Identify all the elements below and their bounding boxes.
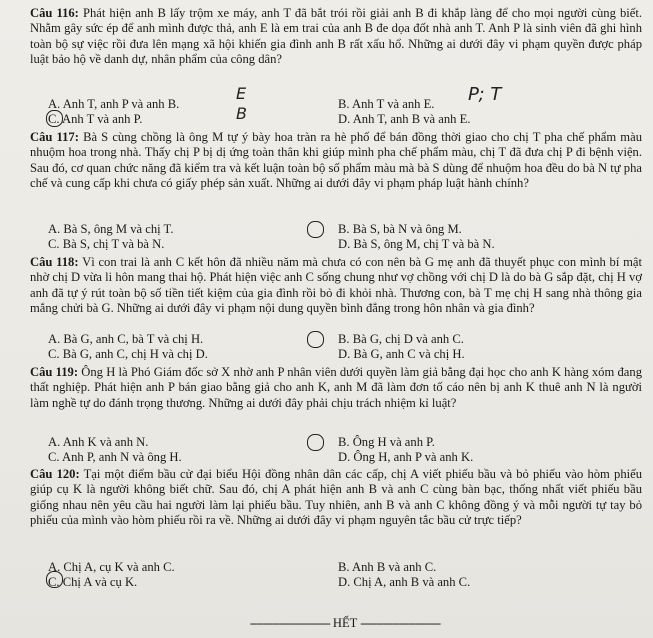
- question-text: Tại một điểm bầu cử đại biểu Hội đồng nhân dân các cấp, chị A viết phiếu bầu và bỏ phiếu vào hòm phiếu giúp cụ K là người không biết chữ. Sau đó, chị A phát hiện anh B và anh C cùng bàn bạc, thống nhất viết phiếu bầu giống nhau nên yêu cầu hai người làm lại phiếu bầu. Tuy nhiên, anh B và anh C không đồng ý và mỗi người tự tay bỏ phiếu của mình vào hòm phiếu rồi ra về. Những ai dưới đây vi phạm nguyên tắc bầu cử trực tiếp?: [30, 467, 643, 528]
- options-119: [48, 435, 642, 466]
- options-118: [48, 332, 642, 363]
- option-b: B. Anh B và anh C.: [338, 560, 437, 574]
- handwritten-note-e: E: [236, 84, 247, 103]
- option-a: A. Bà G, anh C, bà T và chị H.: [48, 332, 204, 346]
- question-120: [30, 467, 642, 529]
- option-d: D. Bà S, ông M, chị T và bà N.: [338, 237, 495, 252]
- handwritten-note-b: B: [236, 104, 247, 123]
- answer-circle: [307, 434, 324, 451]
- question-label: Câu 116:: [30, 6, 79, 20]
- options-117: [48, 222, 642, 253]
- question-label: Câu 118:: [30, 255, 79, 269]
- option-b: B. Bà S, bà N và ông M.: [338, 222, 462, 236]
- question-label: Câu 119:: [30, 365, 79, 379]
- option-d: D. Bà G, anh C và chị H.: [338, 347, 465, 362]
- option-a: A. Anh K và anh N.: [48, 435, 149, 449]
- options-120: [48, 560, 642, 591]
- option-c: C. Bà S, chị T và bà N.: [48, 237, 165, 252]
- option-a: A. Bà S, ông M và chị T.: [48, 222, 174, 236]
- options-116: [48, 97, 642, 128]
- option-c: C. Anh P, anh N và ông H.: [48, 450, 182, 465]
- option-c: C. Chị A và cụ K.: [48, 575, 138, 590]
- option-c: C. Bà G, anh C, chị H và chị D.: [48, 347, 208, 362]
- option-d: D. Chị A, anh B và anh C.: [338, 575, 471, 590]
- end-marker: ------------------------- HẾT -------------------------: [249, 616, 441, 630]
- question-text: Phát hiện anh B lấy trộm xe máy, anh T đã bắt trói rồi giải anh B đi khắp làng để cho mọi người cùng biết. Nhằm gây sức ép để anh mình được thả, anh E là em trai của anh B đe dọa đốt nhà anh T. Anh P là sinh viên đã ghi hình toàn bộ sự việc rồi đưa lên mạng xã hội khiến gia đình anh B rất xấu hổ. Những ai dưới đây vi phạm quyền được pháp luật bảo hộ về danh dự, nhân phẩm của công dân?: [30, 6, 643, 67]
- question-119: [30, 365, 642, 411]
- question-116: [30, 6, 642, 68]
- question-118: [30, 255, 642, 317]
- answer-circle: [46, 571, 63, 588]
- answer-circle: [46, 110, 63, 127]
- question-117: [30, 130, 642, 192]
- option-b: B. Bà G, chị D và anh C.: [338, 332, 464, 346]
- option-b: B. Anh T và anh E.: [338, 97, 435, 111]
- option-a: A. Chị A, cụ K và anh C.: [48, 560, 175, 574]
- option-d: D. Ông H, anh P và anh K.: [338, 450, 474, 465]
- question-text: Ông H là Phó Giám đốc sở X nhờ anh P nhân viên dưới quyền làm giả bằng đại học cho anh K hàng xóm đang thất nghiệp. Phát hiện anh P bán giao bằng giả cho anh K, anh M đã làm đơn tố cáo nên bị anh K thuê anh N là người làm nghề tự do đánh trọng thương. Những ai dưới đây phải chịu trách nhiệm kỉ luật?: [30, 365, 642, 410]
- option-c: C. Anh T và anh P.: [48, 112, 143, 127]
- question-label: Câu 117:: [30, 130, 79, 144]
- question-text: Bà S cùng chồng là ông M tự ý bày hoa tràn ra hè phố để bán đồng thời giao cho chị T pha chế phẩm màu nhuộm hoa trong nhà. Thấy chị P bị dị ứng toàn thân khi giúp mình pha chế phẩm màu, chị T đã đưa chị P đi bệnh viện. Sau đó, cơ quan chức năng đã kiểm tra và kết luận toàn bộ số phẩm màu mà bà S dùng để nhuộm hoa đều do bà N tự pha chế và cung cấp khi chưa có giấy phép sản xuất. Những ai dưới đây vi phạm pháp luật hành chính?: [30, 130, 642, 191]
- answer-circle: [307, 331, 324, 348]
- end-label: HẾT: [332, 616, 358, 630]
- option-a: A. Anh T, anh P và anh B.: [48, 97, 180, 111]
- option-d: D. Anh T, anh B và anh E.: [338, 112, 471, 127]
- question-text: Vì con trai là anh C kết hôn đã nhiều năm mà chưa có con nên bà G mẹ anh đã thuyết phục con mình bí mật nhờ chị D vừa li hôn mang thai hộ. Phát hiện việc anh C sống chung như vợ chồng với chị D là do bà G sắp đặt, chị H vợ anh đã tự ý rút toàn bộ số tiền tiết kiệm của gia đình rồi bỏ đi khỏi nhà. Thương con, bà T mẹ chị H sang nhà thông gia mắng chửi bà G. Những ai dưới đây vi phạm nội dung quyền bình đẳng trong hôn nhân và gia đình?: [30, 255, 642, 316]
- handwritten-note-pt: P; T: [468, 84, 502, 105]
- question-label: Câu 120:: [30, 467, 80, 481]
- option-b: B. Ông H và anh P.: [338, 435, 435, 449]
- answer-circle: [307, 221, 324, 238]
